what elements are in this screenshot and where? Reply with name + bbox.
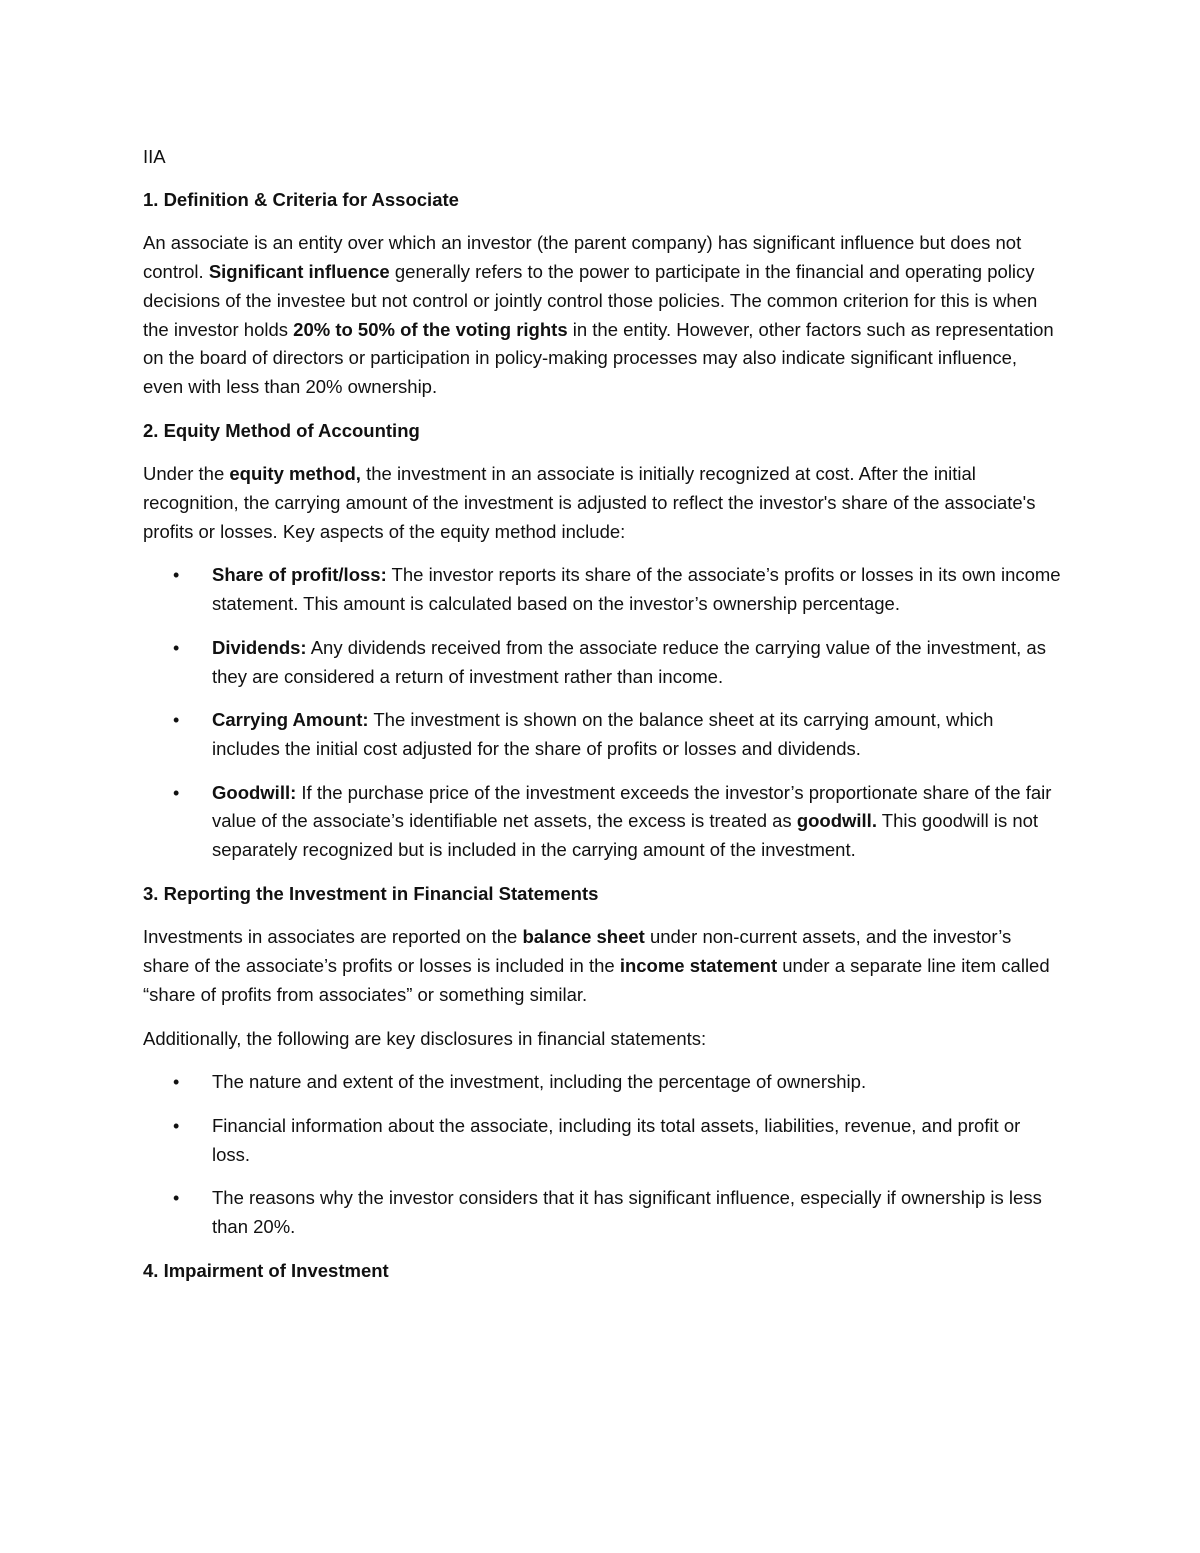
bullet-icon: • (173, 637, 180, 658)
bullet-icon: • (173, 1115, 180, 1136)
equity-method-list (143, 561, 1061, 864)
section-4-heading: 4. Impairment of Investment (143, 1259, 389, 1281)
bullet-icon: • (173, 782, 180, 803)
list-item: • Dividends: Any dividends received from the associate reduce the carrying value of the investment, as they are considered a return of investment rather than income. (143, 634, 1061, 691)
section-2-heading: 2. Equity Method of Accounting (143, 419, 420, 441)
list-item: • The nature and extent of the investment, including the percentage of ownership. (143, 1068, 1061, 1097)
list-item: • Goodwill: If the purchase price of the investment exceeds the investor’s proportionate share of the fair value of the associate’s identifiable net assets, the excess is treated as goodwill. This goodwill is not separately recognized but is included in the carrying amount of the investment. (143, 779, 1061, 865)
section-2-paragraph: Under the equity method, the investment in an associate is initially recognized at cost. After the initial recognition, the carrying amount of the investment is adjusted to reflect the investor's share of the associate's profits or losses. Key aspects of the equity method include: (143, 463, 1036, 542)
section-1-paragraph: An associate is an entity over which an investor (the parent company) has significant influence but does not control. Significant influence generally refers to the power to participate in the financial and operating policy decisions of the investee but not control or jointly control those policies. The common criterion for this is when the investor holds 20% to 50% of the voting rights in the entity. However, other factors such as representation on the board of directors or participation in policy-making processes may also indicate significant influence, even with less than 20% ownership. (143, 232, 1054, 397)
section-3-paragraph: Investments in associates are reported on the balance sheet under non-current assets, and the investor’s share of the associate’s profits or losses is included in the income statement under a separate line item called “share of profits from associates” or something similar. (143, 926, 1050, 1005)
section-3-disclosures-intro: Additionally, the following are key disclosures in financial statements: (143, 1027, 707, 1049)
document-body (143, 143, 1061, 1301)
section-3-heading: 3. Reporting the Investment in Financial Statements (143, 882, 599, 904)
section-1-heading: 1. Definition & Criteria for Associate (143, 188, 459, 210)
bullet-icon: • (173, 710, 180, 731)
list-item: • The reasons why the investor considers that it has significant influence, especially if ownership is less than 20%. (143, 1184, 1061, 1241)
document-label: IIA (143, 146, 166, 167)
list-item: • Share of profit/loss: The investor reports its share of the associate’s profits or losses in its own income statement. This amount is calculated based on the investor’s ownership percentage. (143, 561, 1061, 618)
bullet-icon: • (173, 1188, 180, 1209)
list-item: • Financial information about the associate, including its total assets, liabilities, revenue, and profit or loss. (143, 1112, 1061, 1169)
bullet-icon: • (173, 565, 180, 586)
bullet-icon: • (173, 1072, 180, 1093)
list-item: • Carrying Amount: The investment is shown on the balance sheet at its carrying amount, which includes the initial cost adjusted for the share of profits or losses and dividends. (143, 706, 1061, 763)
disclosures-list (143, 1068, 1061, 1242)
